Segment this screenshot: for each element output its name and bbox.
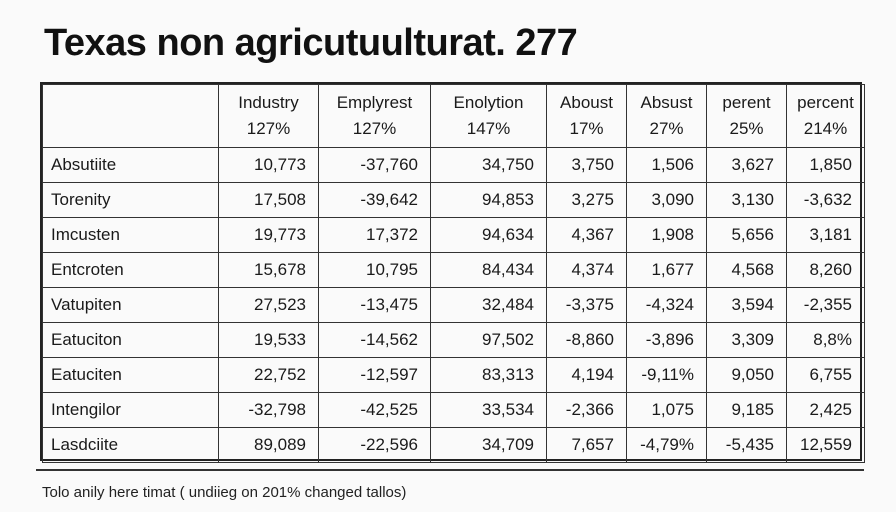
column-header bbox=[627, 85, 707, 148]
table-cell: 6,755 bbox=[787, 358, 865, 393]
table-cell: 3,090 bbox=[627, 183, 707, 218]
column-header-percent: 17% bbox=[569, 119, 604, 138]
table-cell: 34,750 bbox=[431, 148, 547, 183]
table-cell: 5,656 bbox=[707, 218, 787, 253]
table-cell: 9,050 bbox=[707, 358, 787, 393]
column-header bbox=[431, 85, 547, 148]
table-cell: 8,260 bbox=[787, 253, 865, 288]
column-header-percent: 214% bbox=[803, 119, 848, 138]
table-row bbox=[43, 253, 865, 288]
table-cell: -2,366 bbox=[547, 393, 627, 428]
table-cell: 19,533 bbox=[219, 323, 319, 358]
table-cell: -3,375 bbox=[547, 288, 627, 323]
table-cell: 4,194 bbox=[547, 358, 627, 393]
table-cell: -12,597 bbox=[319, 358, 431, 393]
table-cell: 1,506 bbox=[627, 148, 707, 183]
table-body bbox=[43, 148, 865, 463]
row-label: Eatuciten bbox=[43, 358, 219, 393]
table-row bbox=[43, 323, 865, 358]
column-header-percent: 147% bbox=[466, 119, 511, 138]
table-cell: 22,752 bbox=[219, 358, 319, 393]
table-row bbox=[43, 358, 865, 393]
table-cell: 3,627 bbox=[707, 148, 787, 183]
column-header bbox=[547, 85, 627, 148]
column-header-percent: 27% bbox=[649, 119, 684, 138]
column-header-name: percent bbox=[797, 93, 854, 112]
column-header-percent: 127% bbox=[352, 119, 397, 138]
table-cell: 19,773 bbox=[219, 218, 319, 253]
table-cell: -22,596 bbox=[319, 428, 431, 463]
table-cell: 10,795 bbox=[319, 253, 431, 288]
column-header-blank bbox=[43, 85, 219, 148]
table-cell: -5,435 bbox=[707, 428, 787, 463]
table-cell: 84,434 bbox=[431, 253, 547, 288]
table-cell: 33,534 bbox=[431, 393, 547, 428]
table-cell: -4,324 bbox=[627, 288, 707, 323]
column-header-name: Aboust bbox=[560, 93, 613, 112]
page-title: Texas non agricutuulturat. 277 bbox=[44, 22, 578, 64]
column-header bbox=[219, 85, 319, 148]
row-label: Vatupiten bbox=[43, 288, 219, 323]
row-label: Imcusten bbox=[43, 218, 219, 253]
table-row bbox=[43, 183, 865, 218]
column-header-name: Emplyrest bbox=[336, 93, 413, 112]
table-row bbox=[43, 218, 865, 253]
table-cell: 83,313 bbox=[431, 358, 547, 393]
table-cell: -39,642 bbox=[319, 183, 431, 218]
column-header-name: Enolytion bbox=[453, 93, 524, 112]
table-cell: 3,130 bbox=[707, 183, 787, 218]
column-header bbox=[787, 85, 865, 148]
table-cell: 3,181 bbox=[787, 218, 865, 253]
table-cell: 8,8% bbox=[787, 323, 865, 358]
table-cell: 1,075 bbox=[627, 393, 707, 428]
table-cell: 3,275 bbox=[547, 183, 627, 218]
table-cell: 97,502 bbox=[431, 323, 547, 358]
row-label: Torenity bbox=[43, 183, 219, 218]
table-cell: 94,634 bbox=[431, 218, 547, 253]
column-header bbox=[319, 85, 431, 148]
table-cell: -3,896 bbox=[627, 323, 707, 358]
row-label: Lasdciite bbox=[43, 428, 219, 463]
column-header bbox=[707, 85, 787, 148]
table-cell: 1,677 bbox=[627, 253, 707, 288]
footer-divider bbox=[36, 469, 864, 471]
data-table-container bbox=[40, 82, 862, 461]
table-cell: 7,657 bbox=[547, 428, 627, 463]
table-cell: 1,850 bbox=[787, 148, 865, 183]
table-cell: 94,853 bbox=[431, 183, 547, 218]
row-label: Entcroten bbox=[43, 253, 219, 288]
table-cell: 3,750 bbox=[547, 148, 627, 183]
table-cell: -2,355 bbox=[787, 288, 865, 323]
table-cell: -8,860 bbox=[547, 323, 627, 358]
row-label: Eatuciton bbox=[43, 323, 219, 358]
table-row bbox=[43, 393, 865, 428]
table-cell: 10,773 bbox=[219, 148, 319, 183]
table-cell: 4,367 bbox=[547, 218, 627, 253]
table-cell: 27,523 bbox=[219, 288, 319, 323]
table-cell: -14,562 bbox=[319, 323, 431, 358]
table-cell: 1,908 bbox=[627, 218, 707, 253]
table-cell: -9,11% bbox=[627, 358, 707, 393]
table-row bbox=[43, 148, 865, 183]
table-cell: 3,594 bbox=[707, 288, 787, 323]
row-label: Absutiite bbox=[43, 148, 219, 183]
table-cell: 15,678 bbox=[219, 253, 319, 288]
column-header-percent: 25% bbox=[729, 119, 764, 138]
table-cell: 2,425 bbox=[787, 393, 865, 428]
table-row bbox=[43, 288, 865, 323]
table-cell: 17,372 bbox=[319, 218, 431, 253]
table-cell: -13,475 bbox=[319, 288, 431, 323]
column-header-percent: 127% bbox=[246, 119, 291, 138]
column-header-name: Absust bbox=[640, 93, 693, 112]
table-cell: -3,632 bbox=[787, 183, 865, 218]
table-cell: -42,525 bbox=[319, 393, 431, 428]
table-cell: 12,559 bbox=[787, 428, 865, 463]
column-header-name: Industry bbox=[238, 93, 299, 112]
table-cell: 89,089 bbox=[219, 428, 319, 463]
row-label: Intengilor bbox=[43, 393, 219, 428]
table-cell: 4,374 bbox=[547, 253, 627, 288]
table-cell: 3,309 bbox=[707, 323, 787, 358]
data-table bbox=[42, 84, 865, 463]
table-row bbox=[43, 428, 865, 463]
table-header-row bbox=[43, 85, 865, 148]
table-cell: 34,709 bbox=[431, 428, 547, 463]
table-cell: -37,760 bbox=[319, 148, 431, 183]
table-cell: 17,508 bbox=[219, 183, 319, 218]
table-cell: -4,79% bbox=[627, 428, 707, 463]
table-cell: 32,484 bbox=[431, 288, 547, 323]
column-header-name: perent bbox=[722, 93, 771, 112]
table-cell: 9,185 bbox=[707, 393, 787, 428]
table-cell: 4,568 bbox=[707, 253, 787, 288]
footnote: Tolo anily here timat ( undiieg on 201% changed tallos) bbox=[42, 484, 407, 501]
table-cell: -32,798 bbox=[219, 393, 319, 428]
